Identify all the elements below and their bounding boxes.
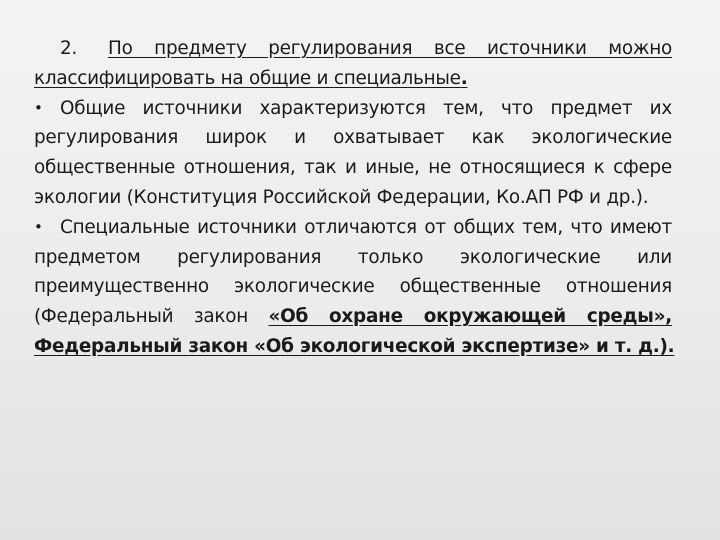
bullet-marker: • <box>34 217 43 236</box>
slide-body <box>34 34 675 362</box>
law-ecological-expertise: Федеральный закон «Об экологической экспертизе» и т. д.). <box>34 335 675 357</box>
heading-title-part1: По предмету регулирования все источники можно <box>108 38 672 59</box>
bullet-special-text: Специальные источники отличаются от общих тем, что имеют предметом регулирования только экологические или преимущественно экологические общественные отношения (Федеральный закон <box>34 216 672 328</box>
heading-title-end: . <box>460 67 468 89</box>
bullet-marker: • <box>34 98 43 117</box>
bullet-general-text: Общие источники характеризуются тем, что предмет их регулирования широк и охватывает как экологические общественные отношения, так и иные, не относящиеся к сфере экологии (Конституция Российской Федерации, Ко.АП РФ и др.). <box>34 97 672 208</box>
bullet-general-sources <box>34 94 672 213</box>
law-environmental-protection: «Об охране окружающей среды», <box>268 306 672 328</box>
section-heading <box>34 34 672 94</box>
bullet-special-sources <box>34 213 675 362</box>
section-number: 2. <box>60 38 78 59</box>
heading-title-part2: классифицировать на общие и специальные <box>34 67 461 89</box>
